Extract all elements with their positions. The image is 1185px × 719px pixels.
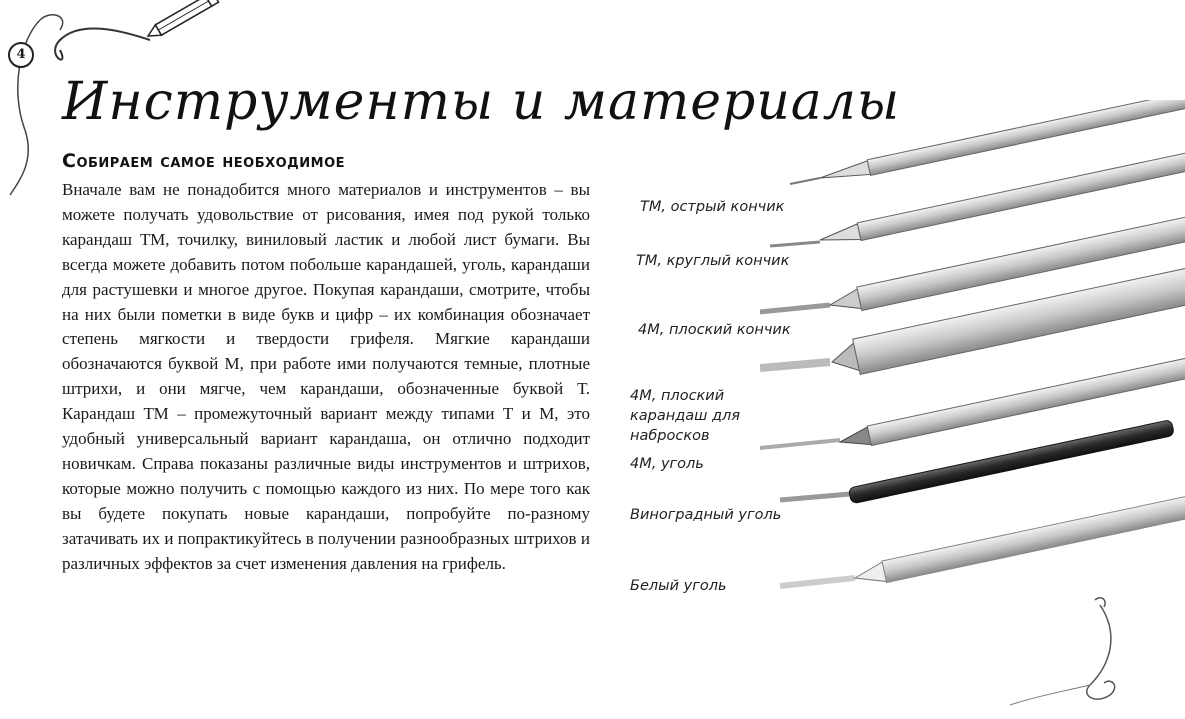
label-4b-sketch: 4М, плоский карандаш для набросков (630, 388, 741, 444)
white-charcoal (780, 494, 1185, 588)
pencils-illustration (760, 100, 1185, 620)
label-hb-round: ТМ, круглый кончик (636, 253, 790, 269)
label-vine-charcoal: Виноградный уголь (630, 507, 782, 523)
label-hb-sharp: ТМ, острый кончик (640, 199, 785, 215)
section-subtitle: Собираем самое необходимое (62, 150, 346, 172)
vine-charcoal (780, 420, 1174, 504)
label-white-charcoal: Белый уголь (630, 578, 727, 594)
page-title: Инструменты и материалы (62, 72, 901, 132)
page-number: 4 (8, 42, 34, 68)
label-4b-charcoal: 4М, уголь (630, 456, 704, 472)
flourish-decoration (1000, 595, 1130, 715)
label-4b-flat: 4М, плоский кончик (638, 322, 791, 338)
body-paragraph: Вначале вам не понадобится много материалов и инструментов – вы можете получать удовольствие от рисования, имея под рукой только карандаш ТМ, точилку, виниловый ластик и любой лист бумаги. Вы всегда можете добавить потом побольше карандашей, уголь, карандаши для растушевки и многое другое. Покупая карандаши, смотрите, чтобы на них были пометки в виде букв и цифр – их комбинация обозначает степень мягкости и твердости грифеля. Мягкие карандаши обозначаются буквой М, при работе ими получаются темные, плотные штрихи, и они мягче, чем карандаши, обозначенные буквой Т. Карандаш ТМ – промежуточный вариант между типами Т и М, это удобный универсальный вариант карандаша, он отлично подходит новичкам. Справа показаны различные виды инструментов и штрихов, которые можно получить с помощью каждого из них. По мере того как вы будете покупать новые карандаши, попробуйте по-разному затачивать их и попрактикуйтесь в получении разнообразных штрихов и различных эффектов за счет изменения давления на грифель. (62, 180, 590, 573)
